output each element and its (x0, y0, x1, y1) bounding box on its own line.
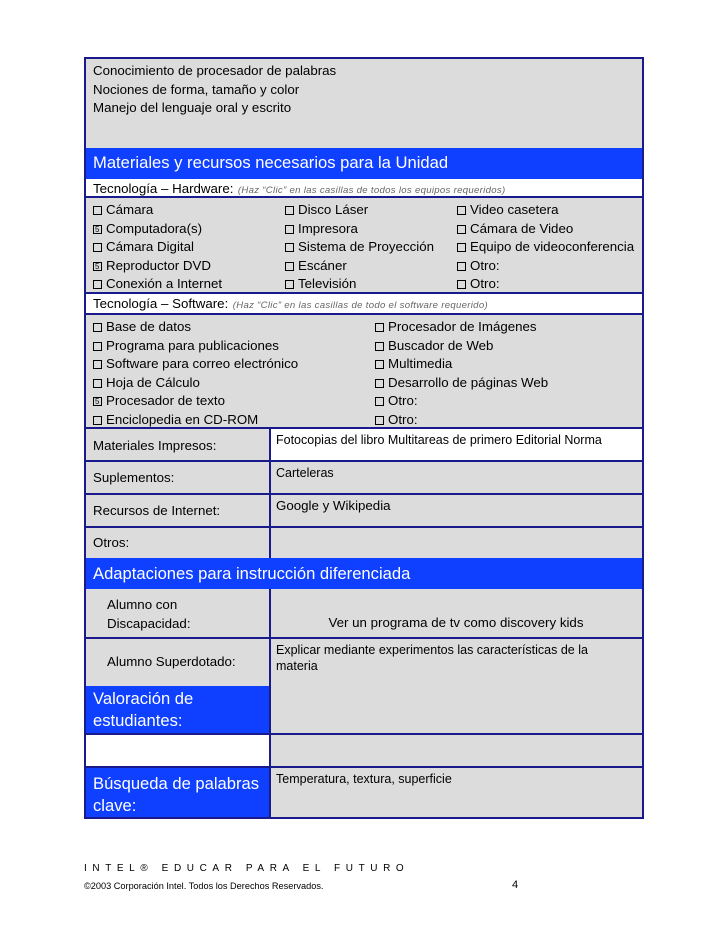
hardware-item-label: Disco Láser (298, 202, 369, 217)
software-item-label: Desarrollo de páginas Web (388, 374, 549, 390)
software-item-label: Enciclopedia en CD-ROM (106, 411, 259, 427)
hardware-item[interactable] (285, 201, 434, 220)
checkbox[interactable] (457, 280, 466, 289)
hardware-checklist (86, 198, 642, 292)
hardware-item-label: Computadora(s) (106, 220, 203, 236)
disability-label: Alumno con Discapacidad: (107, 597, 191, 631)
software-item[interactable] (375, 355, 548, 374)
skills-section (86, 59, 642, 148)
hardware-item[interactable] (285, 220, 434, 239)
software-hint: (Haz “Clic” en las casillas de todo el software requerido) (232, 300, 488, 311)
checkbox[interactable] (285, 206, 294, 215)
checkbox[interactable] (93, 360, 102, 369)
software-item-label: Procesador de texto (106, 393, 226, 408)
checked-checkbox[interactable] (93, 225, 102, 234)
printed-materials-value: Fotocopias del libro Multitareas de primero Editorial Norma (270, 429, 642, 460)
checked-checkbox[interactable] (93, 397, 102, 406)
checkbox[interactable] (285, 262, 294, 271)
hardware-item[interactable] (457, 257, 634, 276)
skill-line: Nociones de forma, tamaño y color (93, 81, 300, 97)
software-item[interactable] (93, 374, 298, 393)
checkbox[interactable] (375, 323, 384, 332)
checkbox[interactable] (375, 342, 384, 351)
checkbox[interactable] (285, 225, 294, 234)
supplements-row (86, 462, 642, 493)
keywords-value: Temperatura, textura, superficie (276, 772, 452, 786)
hardware-item-label: Reproductor DVD (106, 257, 211, 273)
hardware-item[interactable] (93, 238, 222, 257)
checkbox[interactable] (457, 262, 466, 271)
hardware-item[interactable] (285, 238, 434, 257)
checkbox[interactable] (93, 323, 102, 332)
adaptations-header-text: Adaptaciones para instrucción diferenciada (93, 564, 411, 583)
other-resources-label: Otros: (93, 535, 130, 550)
gifted-label: Alumno Superdotado: (107, 654, 236, 669)
checkbox[interactable] (375, 379, 384, 388)
materials-header (86, 148, 642, 179)
internet-resources-value: Google y Wikipedia (276, 498, 391, 513)
internet-resources-label: Recursos de Internet: (93, 503, 221, 518)
checkbox[interactable] (93, 243, 102, 252)
hardware-item[interactable] (93, 220, 222, 239)
hardware-item[interactable] (457, 275, 634, 294)
keywords-row (86, 768, 642, 817)
software-item[interactable] (93, 318, 298, 337)
software-item[interactable] (375, 374, 548, 393)
gifted-value: Explicar mediante experimentos las características de la materia (276, 643, 588, 673)
hardware-item[interactable] (457, 238, 634, 257)
hardware-item-label: Otro: (470, 257, 500, 273)
hardware-item-label: Escáner (298, 257, 347, 273)
software-checklist (86, 315, 642, 427)
hardware-item[interactable] (457, 201, 634, 220)
hardware-item-label: Televisión (298, 276, 357, 291)
software-item[interactable] (375, 392, 548, 411)
software-item-label: Otro: (388, 393, 418, 408)
hardware-item[interactable] (285, 275, 434, 294)
hardware-item-label: Video casetera (470, 202, 559, 217)
adaptations-header (86, 558, 642, 589)
hardware-item-label: Cámara (106, 202, 154, 217)
hardware-item-label: Conexión a Internet (106, 276, 223, 291)
software-item[interactable] (93, 355, 298, 374)
software-item-label: Otro: (388, 411, 418, 427)
software-item-label: Buscador de Web (388, 337, 494, 353)
software-item-label: Hoja de Cálculo (106, 374, 200, 390)
software-item-label: Programa para publicaciones (106, 337, 279, 353)
software-title: Tecnología – Software: (93, 296, 229, 311)
hardware-item-label: Impresora (298, 220, 358, 236)
keywords-label: Búsqueda de palabras clave: (86, 768, 270, 817)
checkbox[interactable] (93, 379, 102, 388)
hardware-item-label: Cámara Digital (106, 239, 194, 254)
checkbox[interactable] (93, 416, 102, 425)
hardware-hint: (Haz “Clic” en las casillas de todos los equipos requeridos) (237, 185, 506, 196)
skill-line: Manejo del lenguaje oral y escrito (93, 100, 292, 115)
blank-row (86, 735, 642, 766)
software-item-label: Base de datos (106, 319, 192, 334)
checkbox[interactable] (93, 342, 102, 351)
footer-brand: INTEL® EDUCAR PARA EL FUTURO (84, 863, 410, 874)
checkbox[interactable] (375, 416, 384, 425)
page-number: 4 (512, 879, 519, 891)
hardware-item-label: Cámara de Video (470, 220, 574, 236)
hardware-item[interactable] (93, 201, 222, 220)
checkbox[interactable] (457, 225, 466, 234)
software-title-row (86, 294, 642, 314)
hardware-item[interactable] (93, 257, 222, 276)
software-item[interactable] (93, 337, 298, 356)
software-item-label: Software para correo electrónico (106, 356, 299, 371)
supplements-value: Carteleras (276, 466, 334, 480)
hardware-item[interactable] (285, 257, 434, 276)
printed-materials-row (86, 429, 642, 460)
disability-row (86, 589, 642, 637)
skill-line: Conocimiento de procesador de palabras (93, 63, 337, 78)
software-item-label: Procesador de Imágenes (388, 319, 537, 334)
materials-header-text: Materiales y recursos necesarios para la Unidad (93, 153, 449, 172)
software-item[interactable] (93, 392, 298, 411)
checkbox[interactable] (285, 280, 294, 289)
hardware-item[interactable] (93, 275, 222, 294)
software-item[interactable] (375, 318, 548, 337)
checkbox[interactable] (457, 206, 466, 215)
disability-value: Ver un programa de tv como discovery kids (328, 615, 584, 630)
internet-resources-row (86, 495, 642, 526)
software-item[interactable] (375, 337, 548, 356)
evaluation-label: Valoración de estudiantes: (86, 686, 270, 733)
evaluation-row (86, 686, 642, 733)
software-item-label: Multimedia (388, 356, 453, 371)
checkbox[interactable] (285, 243, 294, 252)
hardware-title: Tecnología – Hardware: (93, 181, 234, 196)
printed-materials-label: Materiales Impresos: (93, 438, 217, 453)
hardware-item-label: Sistema de Proyección (298, 239, 434, 254)
footer-copyright: ©2003 Corporación Intel. Todos los Derechos Reservados. (84, 881, 324, 891)
hardware-item-label: Otro: (470, 276, 500, 291)
supplements-label: Suplementos: (93, 470, 175, 485)
unit-plan-table (84, 57, 644, 819)
other-resources-row (86, 528, 642, 558)
checkbox[interactable] (93, 206, 102, 215)
checkbox[interactable] (93, 280, 102, 289)
checkbox[interactable] (375, 397, 384, 406)
checkbox[interactable] (457, 243, 466, 252)
checkbox[interactable] (375, 360, 384, 369)
gifted-row (86, 639, 642, 686)
checked-checkbox[interactable] (93, 262, 102, 271)
hardware-item[interactable] (457, 220, 634, 239)
hardware-item-label: Equipo de videoconferencia (470, 239, 635, 254)
